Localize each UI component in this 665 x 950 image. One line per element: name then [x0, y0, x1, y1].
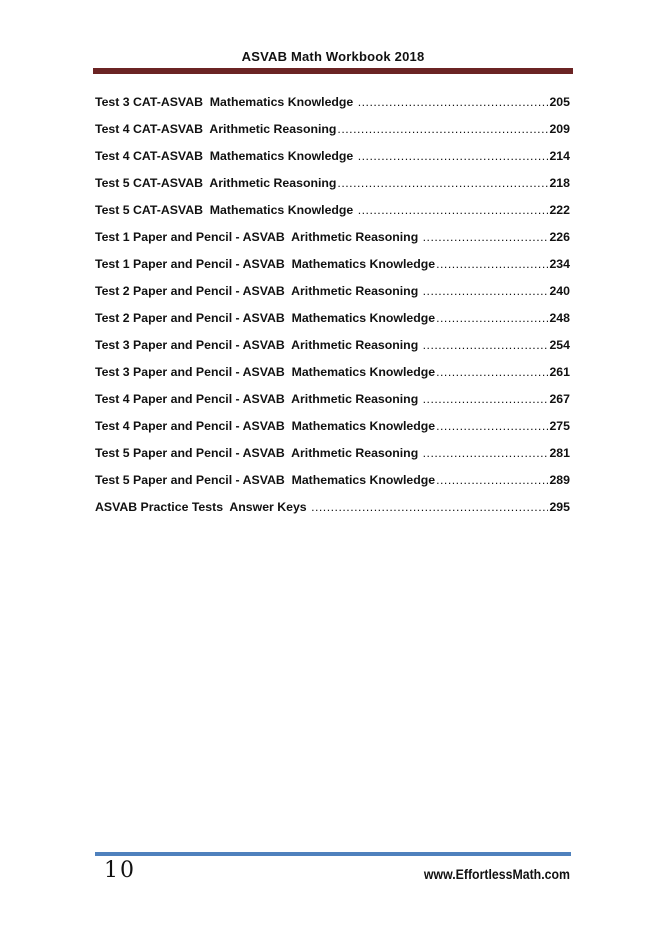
toc-entry-page: 226	[549, 230, 570, 244]
toc-entry-page: 218	[549, 176, 570, 190]
dot-leader	[358, 203, 549, 217]
dot-leader	[436, 311, 548, 325]
table-of-contents	[95, 95, 570, 527]
toc-entry[interactable]	[95, 419, 570, 446]
dot-leader	[423, 392, 549, 406]
toc-entry[interactable]	[95, 473, 570, 500]
toc-entry-label: Test 2 Paper and Pencil - ASVAB Mathematics Knowledge	[95, 311, 436, 325]
toc-entry-label: Test 3 Paper and Pencil - ASVAB Mathematics Knowledge	[95, 365, 436, 379]
toc-entry[interactable]	[95, 203, 570, 230]
dot-leader	[423, 284, 549, 298]
dot-leader	[436, 257, 548, 271]
toc-entry-page: 289	[549, 473, 570, 487]
toc-entry[interactable]	[95, 122, 570, 149]
toc-entry-label: Test 3 Paper and Pencil - ASVAB Arithmetic Reasoning	[95, 338, 422, 352]
dot-leader	[436, 365, 548, 379]
toc-entry[interactable]	[95, 284, 570, 311]
toc-entry-page: 240	[549, 284, 570, 298]
toc-entry[interactable]	[95, 446, 570, 473]
website-url: www.EffortlessMath.com	[423, 866, 570, 882]
dot-leader	[358, 95, 549, 109]
dot-leader	[423, 446, 549, 460]
toc-entry-page: 205	[549, 95, 570, 109]
running-header-title: ASVAB Math Workbook 2018	[241, 49, 425, 64]
toc-entry[interactable]	[95, 311, 570, 338]
toc-entry-page: 281	[549, 446, 570, 460]
toc-entry[interactable]	[95, 95, 570, 122]
dot-leader	[436, 473, 548, 487]
toc-entry-label: Test 5 CAT-ASVAB Mathematics Knowledge	[95, 203, 357, 217]
toc-entry-label: Test 4 CAT-ASVAB Mathematics Knowledge	[95, 149, 357, 163]
dot-leader	[337, 176, 548, 190]
toc-entry-page: 295	[549, 500, 570, 514]
dot-leader	[337, 122, 548, 136]
toc-entry-page: 222	[549, 203, 570, 217]
toc-entry-page: 214	[549, 149, 570, 163]
dot-leader	[423, 230, 549, 244]
toc-entry[interactable]	[95, 230, 570, 257]
toc-entry-page: 267	[549, 392, 570, 406]
toc-entry-page: 254	[549, 338, 570, 352]
dot-leader	[423, 338, 549, 352]
toc-entry[interactable]	[95, 392, 570, 419]
toc-entry-label: Test 1 Paper and Pencil - ASVAB Mathematics Knowledge	[95, 257, 436, 271]
toc-entry[interactable]	[95, 365, 570, 392]
toc-entry-page: 209	[549, 122, 570, 136]
toc-entry[interactable]	[95, 257, 570, 284]
toc-entry-label: Test 4 CAT-ASVAB Arithmetic Reasoning	[95, 122, 337, 136]
page-number: 10	[104, 858, 136, 883]
header-rule	[93, 68, 573, 74]
dot-leader	[311, 500, 548, 514]
toc-entry-page: 234	[549, 257, 570, 271]
toc-entry-label: Test 4 Paper and Pencil - ASVAB Arithmetic Reasoning	[95, 392, 422, 406]
toc-entry-label: Test 2 Paper and Pencil - ASVAB Arithmetic Reasoning	[95, 284, 422, 298]
toc-entry-label: Test 3 CAT-ASVAB Mathematics Knowledge	[95, 95, 357, 109]
toc-entry-label: Test 5 Paper and Pencil - ASVAB Arithmetic Reasoning	[95, 446, 422, 460]
toc-entry-label: Test 5 Paper and Pencil - ASVAB Mathematics Knowledge	[95, 473, 436, 487]
footer-rule	[95, 852, 571, 856]
toc-entry[interactable]	[95, 338, 570, 365]
toc-entry-label: Test 4 Paper and Pencil - ASVAB Mathematics Knowledge	[95, 419, 436, 433]
dot-leader	[358, 149, 549, 163]
toc-entry[interactable]	[95, 176, 570, 203]
toc-entry-page: 275	[549, 419, 570, 433]
toc-entry-page: 248	[549, 311, 570, 325]
toc-entry-label: ASVAB Practice Tests Answer Keys	[95, 500, 311, 514]
toc-entry-page: 261	[549, 365, 570, 379]
toc-entry-label: Test 5 CAT-ASVAB Arithmetic Reasoning	[95, 176, 337, 190]
dot-leader	[436, 419, 548, 433]
toc-entry[interactable]	[95, 500, 570, 527]
toc-entry[interactable]	[95, 149, 570, 176]
toc-entry-label: Test 1 Paper and Pencil - ASVAB Arithmetic Reasoning	[95, 230, 422, 244]
